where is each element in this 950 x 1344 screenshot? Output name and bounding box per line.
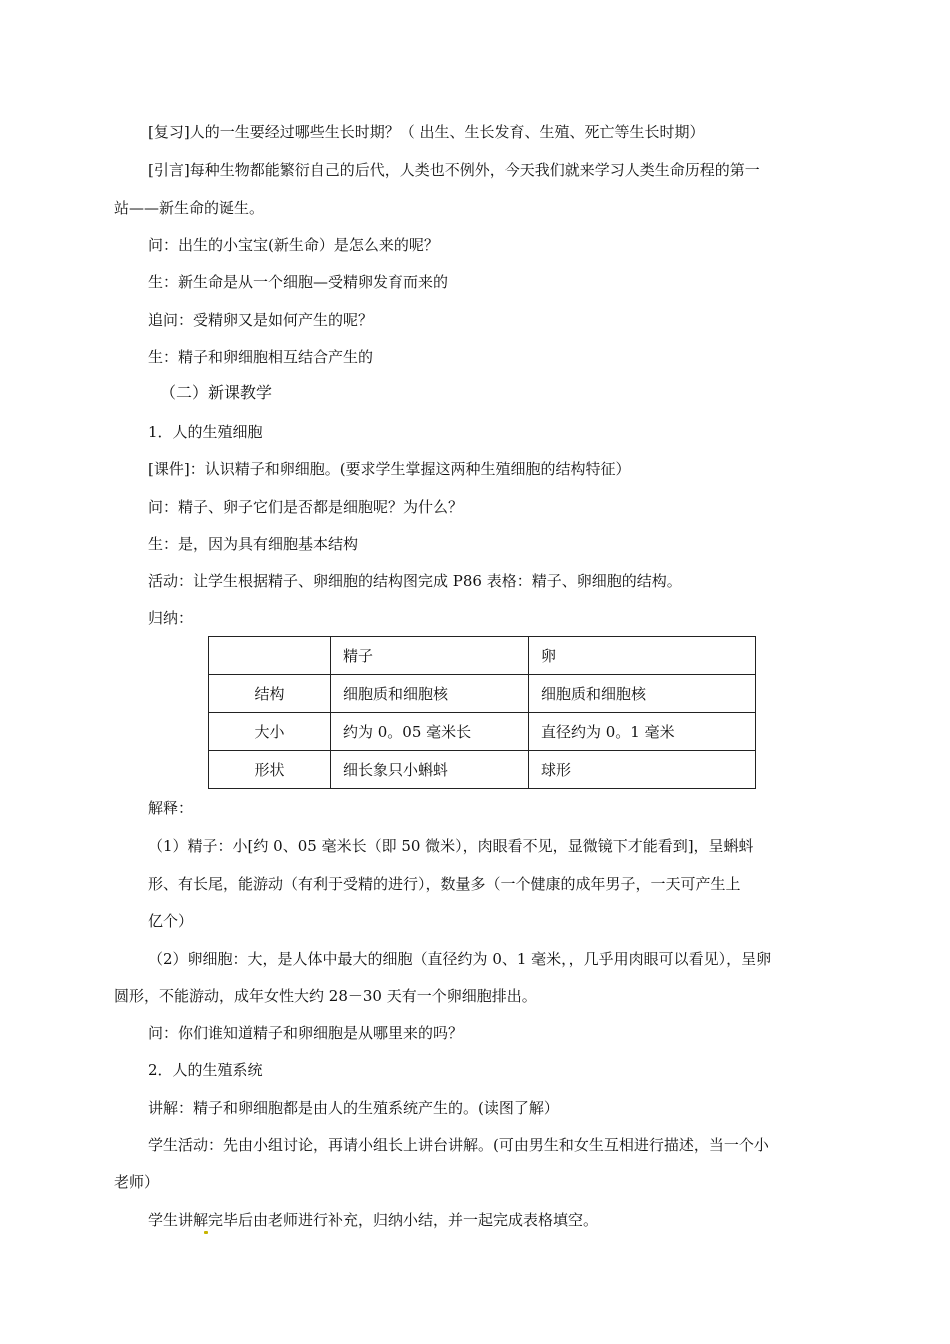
table-cell: 形状 xyxy=(209,751,331,789)
lecture-paragraph: 讲解：精子和卵细胞都是由人的生殖系统产生的。(读图了解） xyxy=(148,1099,559,1117)
review-paragraph: [复习]人的一生要经过哪些生长时期？（ 出生、生长发育、生殖、死亡等生长时期） xyxy=(148,123,705,141)
table-row xyxy=(209,713,756,751)
table-cell: 细胞质和细胞核 xyxy=(529,675,756,713)
topic-1-heading: 1．人的生殖细胞 xyxy=(148,423,263,441)
table-header-row xyxy=(209,637,756,675)
courseware-paragraph: [课件]：认识精子和卵细胞。(要求学生掌握这两种生殖细胞的结构特征） xyxy=(148,460,631,478)
question-4: 问：你们谁知道精子和卵细胞是从哪里来的吗？ xyxy=(148,1024,464,1042)
egg-explanation-line2: 圆形，不能游动，成年女性大约 28－30 天有一个卵细胞排出。 xyxy=(114,987,537,1005)
table-header-egg: 卵 xyxy=(529,637,756,675)
table-cell: 直径约为 0。1 毫米 xyxy=(529,713,756,751)
topic-2-heading: 2．人的生殖系统 xyxy=(148,1061,263,1079)
student-activity-line2: 老师） xyxy=(114,1173,160,1191)
table-cell: 约为 0。05 毫米长 xyxy=(331,713,529,751)
explain-label: 解释： xyxy=(148,799,194,817)
table-header-sperm: 精子 xyxy=(331,637,529,675)
sperm-explanation-line1: （1）精子：小[约 0、05 毫米长（即 50 微米），肉眼看不见，显微镜下才能看到]，呈蝌蚪 xyxy=(148,837,754,855)
activity-paragraph: 活动：让学生根据精子、卵细胞的结构图完成 P86 表格：精子、卵细胞的结构。 xyxy=(148,572,682,590)
answer-2: 生：精子和卵细胞相互结合产生的 xyxy=(148,348,374,366)
table-cell: 球形 xyxy=(529,751,756,789)
sperm-explanation-line3: 亿个） xyxy=(148,912,194,930)
cell-comparison-table xyxy=(208,636,756,789)
table-row xyxy=(209,751,756,789)
summary-label: 归纳： xyxy=(148,609,194,627)
answer-3: 生：是，因为具有细胞基本结构 xyxy=(148,535,359,553)
egg-explanation-line1: （2）卵细胞：大，是人体中最大的细胞（直径约为 0、1 毫米，，几乎用肉眼可以看见），呈卵 xyxy=(148,950,772,968)
intro-paragraph-line2: 站——新生命的诞生。 xyxy=(114,199,265,217)
final-paragraph: 学生讲解完毕后由老师进行补充，归纳小结，并一起完成表格填空。 xyxy=(148,1211,599,1229)
question-1: 问：出生的小宝宝(新生命）是怎么来的呢？ xyxy=(148,236,439,254)
intro-paragraph-line1: [引言]每种生物都能繁衍自己的后代，人类也不例外，今天我们就来学习人类生命历程的第一 xyxy=(148,161,760,179)
section-heading-new-lesson: （二）新课教学 xyxy=(160,383,273,402)
question-3: 问：精子、卵子它们是否都是细胞呢？为什么？ xyxy=(148,498,464,516)
table-row xyxy=(209,675,756,713)
sperm-explanation-line2: 形、有长尾，能游动（有利于受精的进行），数量多（一个健康的成年男子，一天可产生上 xyxy=(148,875,741,893)
student-activity-line1: 学生活动：先由小组讨论，再请小组长上讲台讲解。(可由男生和女生互相进行描述，当一个小 xyxy=(148,1136,769,1154)
answer-1: 生：新生命是从一个细胞—受精卵发育而来的 xyxy=(148,273,449,291)
table-cell: 细长象只小蝌蚪 xyxy=(331,751,529,789)
question-2: 追问：受精卵又是如何产生的呢？ xyxy=(148,311,374,329)
table-cell xyxy=(209,637,331,675)
table-cell: 结构 xyxy=(209,675,331,713)
table-cell: 细胞质和细胞核 xyxy=(331,675,529,713)
ink-mark xyxy=(204,1231,208,1234)
table-cell: 大小 xyxy=(209,713,331,751)
